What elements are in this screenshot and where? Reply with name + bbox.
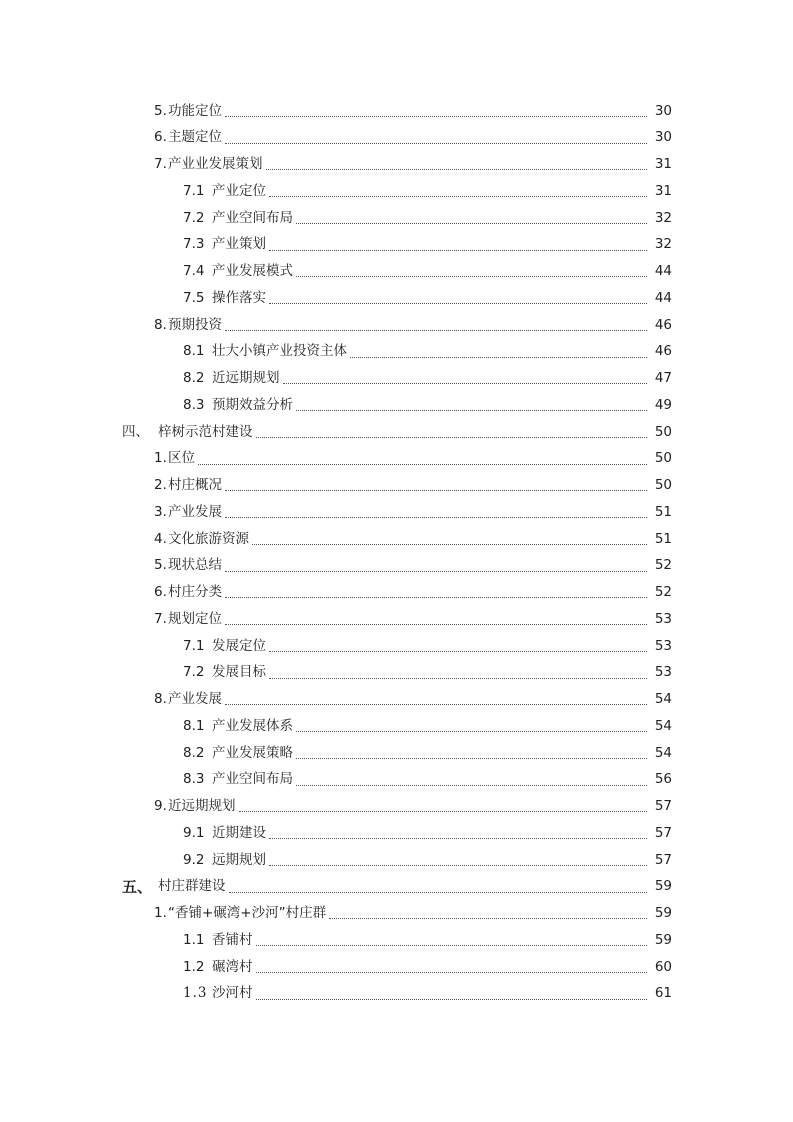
toc-entry[interactable] — [0, 901, 793, 928]
toc-entry-number: 8. — [154, 691, 167, 708]
toc-entry-title: 近远期规划 — [212, 370, 280, 387]
toc-dot-leader — [252, 544, 647, 545]
toc-dot-leader — [296, 785, 647, 786]
toc-entry-title: 区位 — [168, 450, 195, 467]
toc-dot-leader — [225, 624, 647, 625]
toc-entry-page-number: 61 — [654, 985, 672, 1002]
toc-dot-leader — [198, 464, 647, 465]
toc-entry-page-number: 60 — [654, 958, 672, 975]
toc-entry-heading — [183, 666, 266, 680]
toc-entry[interactable] — [0, 633, 793, 660]
toc-entry-heading — [154, 907, 326, 921]
toc-entry-title: 产业空间布局 — [212, 209, 293, 226]
toc-entry-title: 沙河村 — [212, 985, 253, 1002]
toc-entry[interactable] — [0, 473, 793, 500]
toc-entry-title: “香铺+碾湾+沙河”村庄群 — [168, 905, 327, 922]
toc-entry-page-number: 52 — [654, 557, 672, 574]
toc-dot-leader — [350, 357, 647, 358]
toc-entry-number: 7.2 — [183, 209, 205, 226]
toc-dot-leader — [225, 330, 647, 331]
toc-entry-title: 香铺村 — [212, 931, 253, 948]
toc-entry-heading — [183, 851, 266, 868]
toc-entry[interactable] — [0, 580, 793, 607]
toc-entry-number: 8.3 — [183, 771, 205, 788]
toc-entry-page-number: 59 — [654, 931, 672, 948]
toc-dot-leader — [269, 250, 647, 251]
toc-entry-heading — [183, 637, 266, 654]
toc-entry[interactable] — [0, 178, 793, 205]
toc-entry-title: 近远期规划 — [168, 798, 236, 815]
toc-entry[interactable] — [0, 446, 793, 473]
toc-entry-page-number: 32 — [654, 236, 672, 253]
toc-entry[interactable] — [0, 954, 793, 981]
toc-entry-page-number: 52 — [654, 584, 672, 601]
toc-entry[interactable] — [0, 98, 793, 125]
toc-entry-number: 4. — [154, 530, 167, 547]
toc-entry[interactable] — [0, 713, 793, 740]
toc-entry-page-number: 32 — [654, 209, 672, 226]
toc-entry-title: 村庄概况 — [168, 477, 222, 494]
toc-entry-page-number: 50 — [654, 450, 672, 467]
table-of-contents — [0, 98, 793, 1008]
toc-entry[interactable] — [0, 606, 793, 633]
toc-entry-heading — [154, 452, 195, 466]
toc-entry-heading — [154, 530, 249, 547]
toc-entry-title: 梓树示范村建设 — [158, 423, 253, 440]
toc-entry[interactable] — [0, 660, 793, 687]
toc-entry-heading — [183, 345, 347, 359]
toc-dot-leader — [269, 838, 647, 839]
toc-entry-heading — [183, 289, 266, 306]
toc-entry[interactable] — [0, 392, 793, 419]
toc-entry-page-number: 54 — [654, 691, 672, 708]
toc-entry[interactable] — [0, 259, 793, 286]
toc-dot-leader — [269, 303, 647, 304]
toc-entry-number: 四、 — [122, 423, 149, 440]
toc-entry-page-number: 54 — [654, 717, 672, 734]
toc-entry-heading — [154, 131, 222, 145]
toc-entry-title: 产业发展策略 — [212, 744, 293, 761]
toc-dot-leader — [225, 490, 647, 491]
toc-entry-page-number: 31 — [654, 182, 672, 199]
toc-dot-leader — [329, 918, 647, 919]
toc-entry-number: 7.1 — [183, 182, 205, 199]
toc-entry-title: 产业发展模式 — [212, 263, 293, 280]
toc-entry-heading — [183, 744, 293, 761]
toc-dot-leader — [225, 597, 647, 598]
toc-entry-number: 7.3 — [183, 236, 205, 253]
toc-entry-number: 7. — [154, 610, 167, 627]
toc-dot-leader — [269, 678, 647, 679]
toc-entry-number: 3. — [154, 503, 167, 520]
toc-entry-number: 1.3 — [183, 985, 208, 1002]
toc-entry-heading — [154, 158, 263, 172]
toc-entry-page-number: 30 — [654, 129, 672, 146]
toc-dot-leader — [256, 999, 648, 1000]
toc-entry-page-number: 54 — [654, 744, 672, 761]
toc-entry-title: 发展定位 — [212, 637, 266, 654]
toc-entry-heading — [154, 559, 222, 573]
toc-entry[interactable] — [0, 152, 793, 179]
toc-entry-page-number: 59 — [654, 878, 672, 895]
toc-entry-heading — [183, 238, 266, 252]
toc-dot-leader — [256, 945, 648, 946]
toc-entry-title: 壮大小镇产业投资主体 — [212, 343, 347, 360]
toc-entry-number: 9. — [154, 798, 167, 815]
toc-entry-heading — [154, 800, 236, 814]
toc-entry[interactable] — [0, 687, 793, 714]
toc-entry-heading — [183, 931, 253, 948]
toc-entry[interactable] — [0, 312, 793, 339]
toc-dot-leader — [269, 651, 647, 652]
toc-entry-number: 1.2 — [183, 958, 205, 975]
toc-entry-number: 6. — [154, 129, 167, 146]
toc-entry[interactable] — [0, 526, 793, 553]
toc-dot-leader — [266, 169, 648, 170]
toc-entry-heading — [154, 693, 222, 707]
toc-entry-page-number: 49 — [654, 396, 672, 413]
toc-dot-leader — [256, 972, 648, 973]
toc-entry-number: 7.2 — [183, 664, 205, 681]
toc-entry-page-number: 53 — [654, 610, 672, 627]
toc-entry-number: 8. — [154, 316, 167, 333]
toc-entry-page-number: 59 — [654, 905, 672, 922]
toc-entry[interactable] — [0, 419, 793, 446]
toc-entry-number: 1. — [154, 905, 167, 922]
toc-entry[interactable] — [0, 820, 793, 847]
toc-entry-page-number: 46 — [654, 343, 672, 360]
toc-entry-title: 预期效益分析 — [212, 396, 293, 413]
toc-entry-number: 7.1 — [183, 637, 205, 654]
toc-dot-leader — [225, 143, 647, 144]
toc-entry-page-number: 57 — [654, 824, 672, 841]
toc-entry-page-number: 56 — [654, 771, 672, 788]
toc-entry-heading — [122, 423, 253, 440]
toc-dot-leader — [269, 865, 647, 866]
toc-entry-title: 规划定位 — [168, 610, 222, 627]
toc-entry[interactable] — [0, 981, 793, 1008]
toc-entry-page-number: 51 — [654, 530, 672, 547]
toc-entry-number: 8.1 — [183, 343, 205, 360]
toc-entry-title: 产业发展体系 — [212, 717, 293, 734]
toc-dot-leader — [225, 116, 647, 117]
toc-entry-heading — [183, 824, 266, 841]
toc-entry-heading — [154, 479, 222, 493]
toc-entry-number: 五、 — [122, 877, 153, 896]
toc-entry-title: 产业发展 — [168, 503, 222, 520]
toc-entry-page-number: 44 — [654, 289, 672, 306]
toc-dot-leader — [225, 704, 647, 705]
toc-entry-heading — [183, 396, 293, 413]
toc-entry-number: 7. — [154, 156, 167, 173]
toc-entry-page-number: 30 — [654, 102, 672, 119]
toc-entry-heading — [183, 182, 266, 199]
toc-entry-number: 8.1 — [183, 717, 205, 734]
toc-entry-page-number: 46 — [654, 316, 672, 333]
toc-dot-leader — [283, 383, 648, 384]
toc-entry[interactable] — [0, 232, 793, 259]
toc-dot-leader — [239, 811, 648, 812]
toc-entry-title: 功能定位 — [168, 102, 222, 119]
toc-entry-page-number: 57 — [654, 798, 672, 815]
toc-dot-leader — [296, 410, 647, 411]
toc-entry-title: 产业空间布局 — [212, 771, 293, 788]
toc-entry[interactable] — [0, 499, 793, 526]
toc-entry-title: 操作落实 — [212, 289, 266, 306]
toc-entry-heading — [183, 773, 293, 787]
toc-entry-heading — [122, 877, 226, 896]
toc-entry-page-number: 50 — [654, 423, 672, 440]
toc-entry-page-number: 53 — [654, 637, 672, 654]
toc-entry-page-number: 44 — [654, 263, 672, 280]
toc-entry-title: 碾湾村 — [212, 958, 253, 975]
toc-entry[interactable] — [0, 874, 793, 901]
toc-entry-heading — [183, 209, 293, 226]
toc-entry-number: 8.2 — [183, 370, 205, 387]
toc-entry-number: 5. — [154, 557, 167, 574]
toc-entry-number: 8.3 — [183, 396, 205, 413]
toc-entry-title: 近期建设 — [212, 824, 266, 841]
toc-entry-heading — [154, 316, 222, 333]
toc-entry-heading — [183, 372, 280, 386]
toc-entry-page-number: 57 — [654, 851, 672, 868]
toc-dot-leader — [296, 223, 647, 224]
toc-entry-page-number: 53 — [654, 664, 672, 681]
toc-entry-title: 产业策划 — [212, 236, 266, 253]
toc-entry-heading — [154, 610, 222, 627]
toc-entry-number: 1. — [154, 450, 167, 467]
toc-entry-number: 7.4 — [183, 263, 205, 280]
toc-dot-leader — [256, 437, 648, 438]
toc-entry[interactable] — [0, 366, 793, 393]
toc-dot-leader — [296, 276, 647, 277]
toc-entry-title: 现状总结 — [168, 557, 222, 574]
toc-entry-title: 村庄群建设 — [158, 878, 226, 895]
toc-entry-title: 远期规划 — [212, 851, 266, 868]
toc-entry-page-number: 50 — [654, 477, 672, 494]
toc-entry[interactable] — [0, 205, 793, 232]
toc-entry-title: 产业发展 — [168, 691, 222, 708]
toc-entry-heading — [183, 717, 293, 734]
toc-entry[interactable] — [0, 794, 793, 821]
toc-entry[interactable] — [0, 553, 793, 580]
toc-entry-number: 7.5 — [183, 289, 205, 306]
toc-entry-title: 村庄分类 — [168, 584, 222, 601]
toc-entry-number: 1.1 — [183, 931, 205, 948]
toc-dot-leader — [225, 517, 647, 518]
toc-entry-heading — [154, 503, 222, 520]
toc-entry-heading — [154, 102, 222, 119]
toc-entry[interactable] — [0, 847, 793, 874]
toc-entry-page-number: 51 — [654, 503, 672, 520]
toc-entry-title: 产业定位 — [212, 182, 266, 199]
toc-entry-number: 9.1 — [183, 824, 205, 841]
toc-entry-heading — [183, 265, 293, 279]
toc-entry-title: 文化旅游资源 — [168, 530, 249, 547]
toc-entry[interactable] — [0, 339, 793, 366]
toc-dot-leader — [296, 758, 647, 759]
toc-entry[interactable] — [0, 125, 793, 152]
toc-entry-page-number: 31 — [654, 156, 672, 173]
toc-entry-heading — [154, 586, 222, 600]
toc-entry-title: 主题定位 — [168, 129, 222, 146]
toc-entry-number: 6. — [154, 584, 167, 601]
toc-entry[interactable] — [0, 767, 793, 794]
toc-dot-leader — [229, 892, 648, 893]
toc-entry-heading — [183, 958, 253, 975]
toc-entry-title: 预期投资 — [168, 316, 222, 333]
toc-entry[interactable] — [0, 927, 793, 954]
toc-dot-leader — [269, 196, 647, 197]
toc-dot-leader — [225, 571, 647, 572]
toc-entry-number: 9.2 — [183, 851, 205, 868]
toc-dot-leader — [296, 731, 647, 732]
toc-entry-number: 8.2 — [183, 744, 205, 761]
toc-entry-number: 2. — [154, 477, 167, 494]
toc-entry-number: 5. — [154, 102, 167, 119]
toc-entry[interactable] — [0, 285, 793, 312]
toc-entry-title: 产业业发展策划 — [168, 156, 263, 173]
toc-entry-heading — [183, 987, 253, 1001]
toc-entry-page-number: 47 — [654, 370, 672, 387]
toc-entry-title: 发展目标 — [212, 664, 266, 681]
toc-entry[interactable] — [0, 740, 793, 767]
